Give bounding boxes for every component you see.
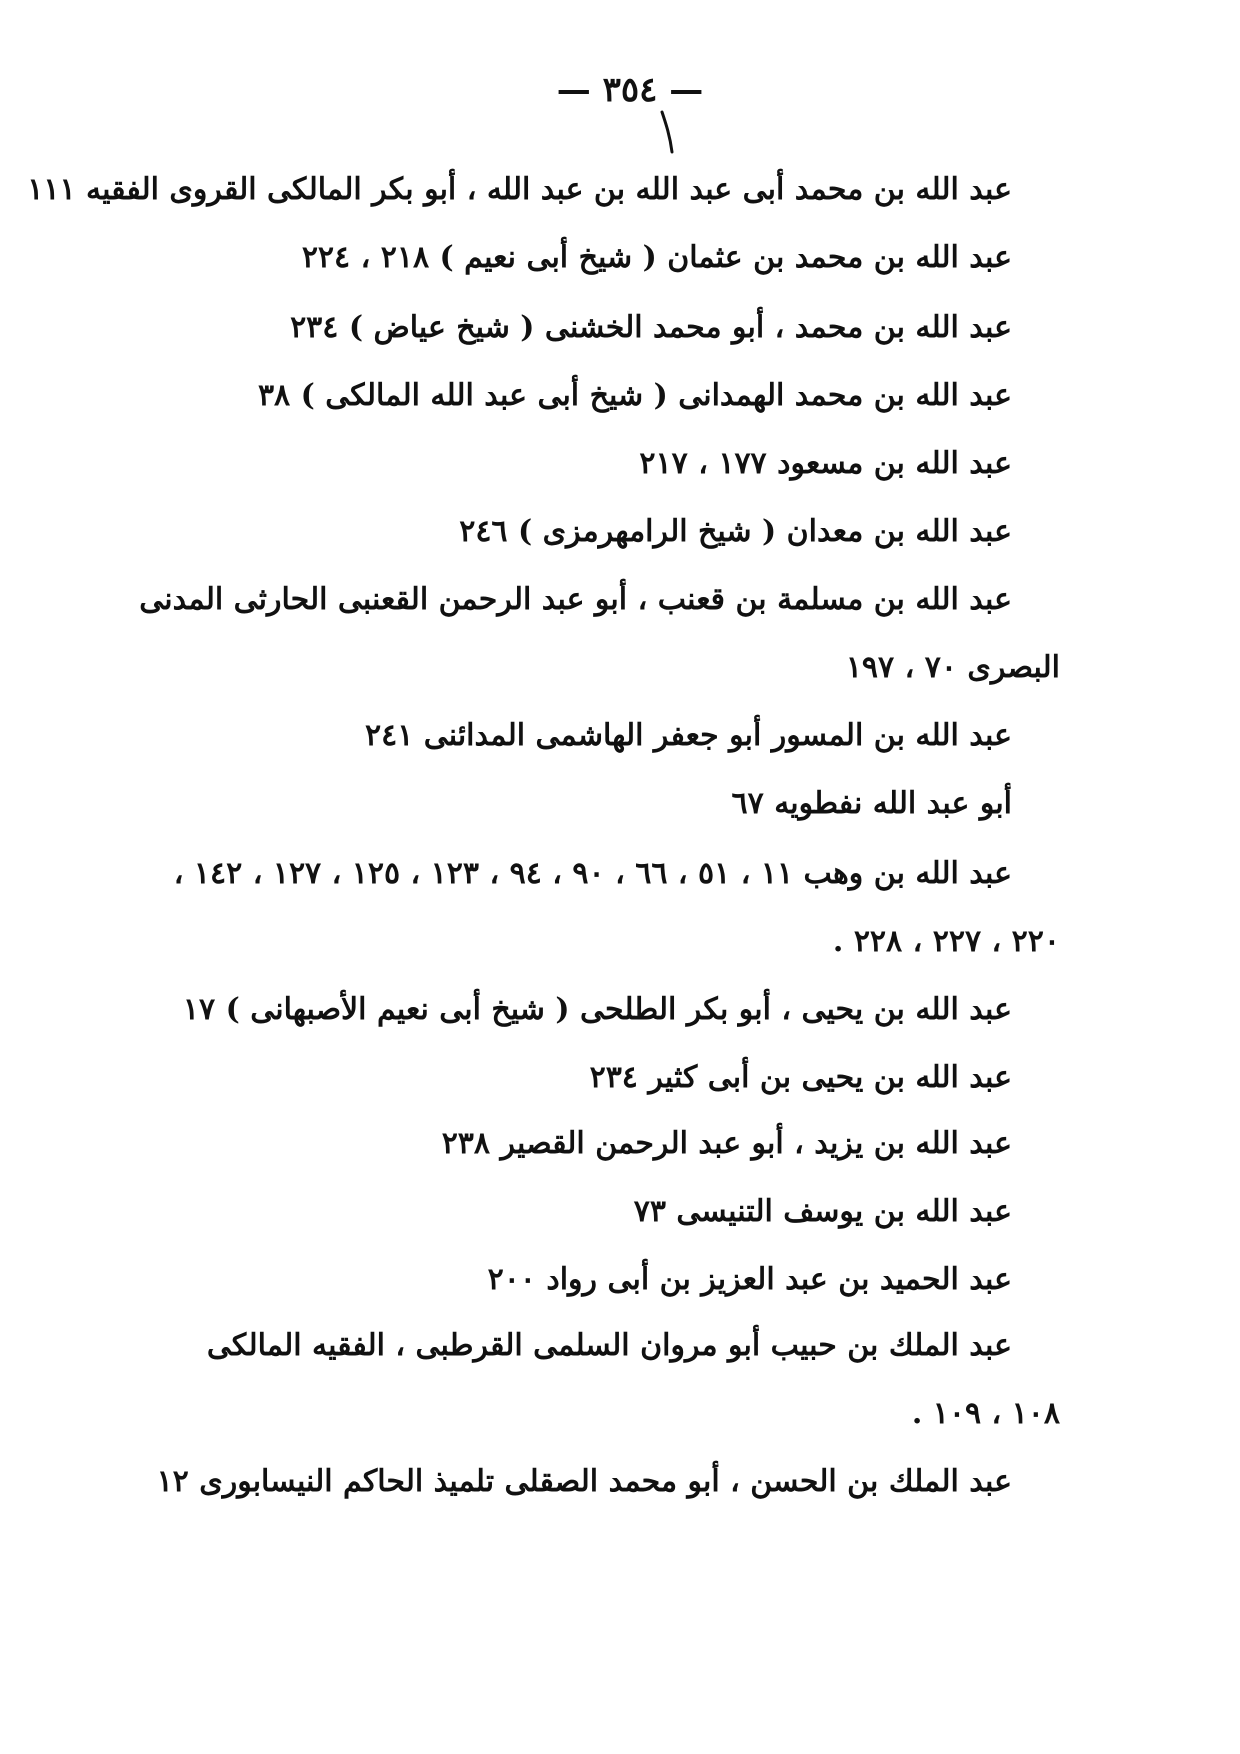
index-entry: عبد الله بن مسعود ١٧٧ ، ٢١٧ [639,446,1012,481]
page-number: — ٣٥٤ — [556,70,704,110]
index-entry: عبد الله بن محمد بن عثمان ( شيخ أبى نعيم ) ٢١٨ ، ٢٢٤ [301,240,1012,275]
index-entry-continuation: ١٠٨ ، ١٠٩ . [911,1396,1060,1431]
index-entry: عبد الملك بن حبيب أبو مروان السلمى القرطبى ، الفقيه المالكى [206,1328,1012,1363]
index-entry: عبد الله بن المسور أبو جعفر الهاشمى المدائنى ٢٤١ [364,718,1012,753]
index-entry: عبد الحميد بن عبد العزيز بن أبى رواد ٢٠٠ [487,1262,1012,1297]
index-entry: عبد الله بن محمد ، أبو محمد الخشنى ( شيخ عياض ) ٢٣٤ [290,310,1012,345]
index-entry: عبد الله بن محمد أبى عبد الله بن عبد الله ، أبو بكر المالكى القروى الفقيه ١١١ [27,172,1012,207]
index-entry: عبد الله بن محمد الهمدانى ( شيخ أبى عبد الله المالكى ) ٣٨ [257,378,1012,413]
index-entry: عبد الله بن يزيد ، أبو عبد الرحمن القصير ٢٣٨ [441,1126,1012,1161]
index-entry-continuation: البصرى ٧٠ ، ١٩٧ [845,650,1060,685]
index-entry: عبد الله بن مسلمة بن قعنب ، أبو عبد الرحمن القعنبى الحارثى المدنى [139,582,1012,617]
index-entry: أبو عبد الله نفطويه ٦٧ [731,786,1012,821]
index-entry: عبد الملك بن الحسن ، أبو محمد الصقلى تلميذ الحاكم النيسابورى ١٢ [156,1464,1012,1499]
index-entry: عبد الله بن يحيى بن أبى كثير ٢٣٤ [589,1060,1012,1095]
index-entry-continuation: ٢٢٠ ، ٢٢٧ ، ٢٢٨ . [832,924,1060,959]
index-entry: عبد الله بن يوسف التنيسى ٧٣ [633,1194,1012,1229]
index-entry: عبد الله بن معدان ( شيخ الرامهرمزى ) ٢٤٦ [459,514,1012,549]
index-entry: عبد الله بن وهب ١١ ، ٥١ ، ٦٦ ، ٩٠ ، ٩٤ ، ١٢٣ ، ١٢٥ ، ١٢٧ ، ١٤٢ ، [173,856,1012,891]
page-number-ornament [660,110,674,154]
index-entry: عبد الله بن يحيى ، أبو بكر الطلحى ( شيخ أبى نعيم الأصبهانى ) ١٧ [182,992,1012,1027]
